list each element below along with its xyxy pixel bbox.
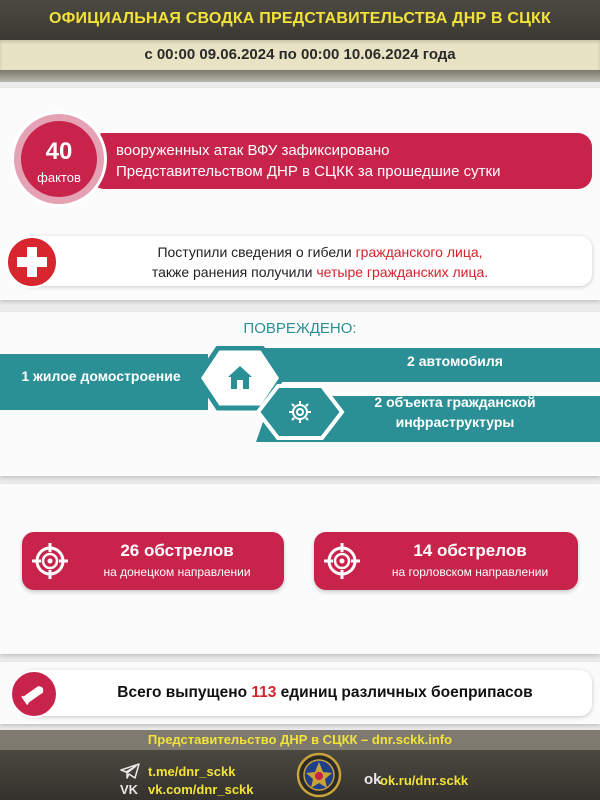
- attacks-description: [116, 140, 586, 182]
- ammo-suffix: единиц различных боеприпасов: [276, 684, 533, 701]
- casualties-line-2: также ранения получили: [151, 264, 317, 280]
- casualties-killed-highlight: гражданского лица,: [355, 244, 483, 260]
- shelling-gorlovka-direction: на горловском направлении: [391, 565, 549, 579]
- attacks-line-1: вооруженных атак ВФУ зафиксировано: [116, 142, 390, 159]
- emblem-icon: [296, 752, 342, 798]
- crosshair-icon: [322, 541, 362, 581]
- shelling-gorlovka-count: 14 обстрелов: [413, 541, 527, 560]
- ammo-number: 113: [251, 684, 277, 701]
- ok-link[interactable]: ok.ru/dnr.sckk: [380, 773, 469, 788]
- shelling-card-gorlovka: [314, 532, 578, 590]
- ammo-total: [60, 684, 590, 702]
- shelling-donetsk-direction: на донецком направлении: [103, 565, 251, 579]
- damaged-houses: 1 жилое домостроение: [21, 368, 181, 384]
- damaged-cars: 2 автомобиля: [407, 353, 503, 369]
- header-separator: [0, 70, 600, 82]
- ok-icon: ok: [364, 771, 382, 788]
- vk-link[interactable]: vk.com/dnr_sckk: [148, 782, 254, 797]
- medical-cross-horizontal: [17, 257, 47, 267]
- damaged-infrastructure-line-2: инфраструктуры: [395, 414, 515, 430]
- bullet-icon: [18, 678, 50, 710]
- crosshair-icon: [30, 541, 70, 581]
- footer-site: Представительство ДНР в СЦКК – dnr.sckk.info: [147, 732, 453, 747]
- damaged-infrastructure: [340, 392, 570, 432]
- casualties-injured-highlight: четыре гражданских лица.: [316, 264, 489, 280]
- shelling-card-donetsk: [22, 532, 284, 590]
- page-title: ОФИЦИАЛЬНАЯ СВОДКА ПРЕДСТАВИТЕЛЬСТВА ДНР В СЦКК: [49, 10, 551, 27]
- vk-icon: VK: [120, 782, 139, 797]
- shelling-donetsk-count: 26 обстрелов: [120, 541, 234, 560]
- attack-count-unit: фактов: [37, 170, 81, 185]
- date-range: с 00:00 09.06.2024 по 00:00 10.06.2024 года: [144, 46, 456, 63]
- casualties-line-1: Поступили сведения о гибели: [157, 244, 356, 260]
- telegram-icon: [120, 763, 140, 779]
- telegram-link[interactable]: t.me/dnr_sckk: [148, 764, 236, 779]
- damaged-title: ПОВРЕЖДЕНО:: [243, 320, 357, 337]
- ammo-prefix: Всего выпущено: [117, 684, 252, 701]
- damaged-infrastructure-line-1: 2 объекта гражданской: [374, 394, 536, 410]
- attacks-line-2: Представительством ДНР в СЦКК за прошедшие сутки: [116, 163, 501, 180]
- gear-hexagon: [258, 386, 342, 438]
- attack-count: 40: [45, 138, 73, 165]
- casualties-text: [60, 242, 580, 282]
